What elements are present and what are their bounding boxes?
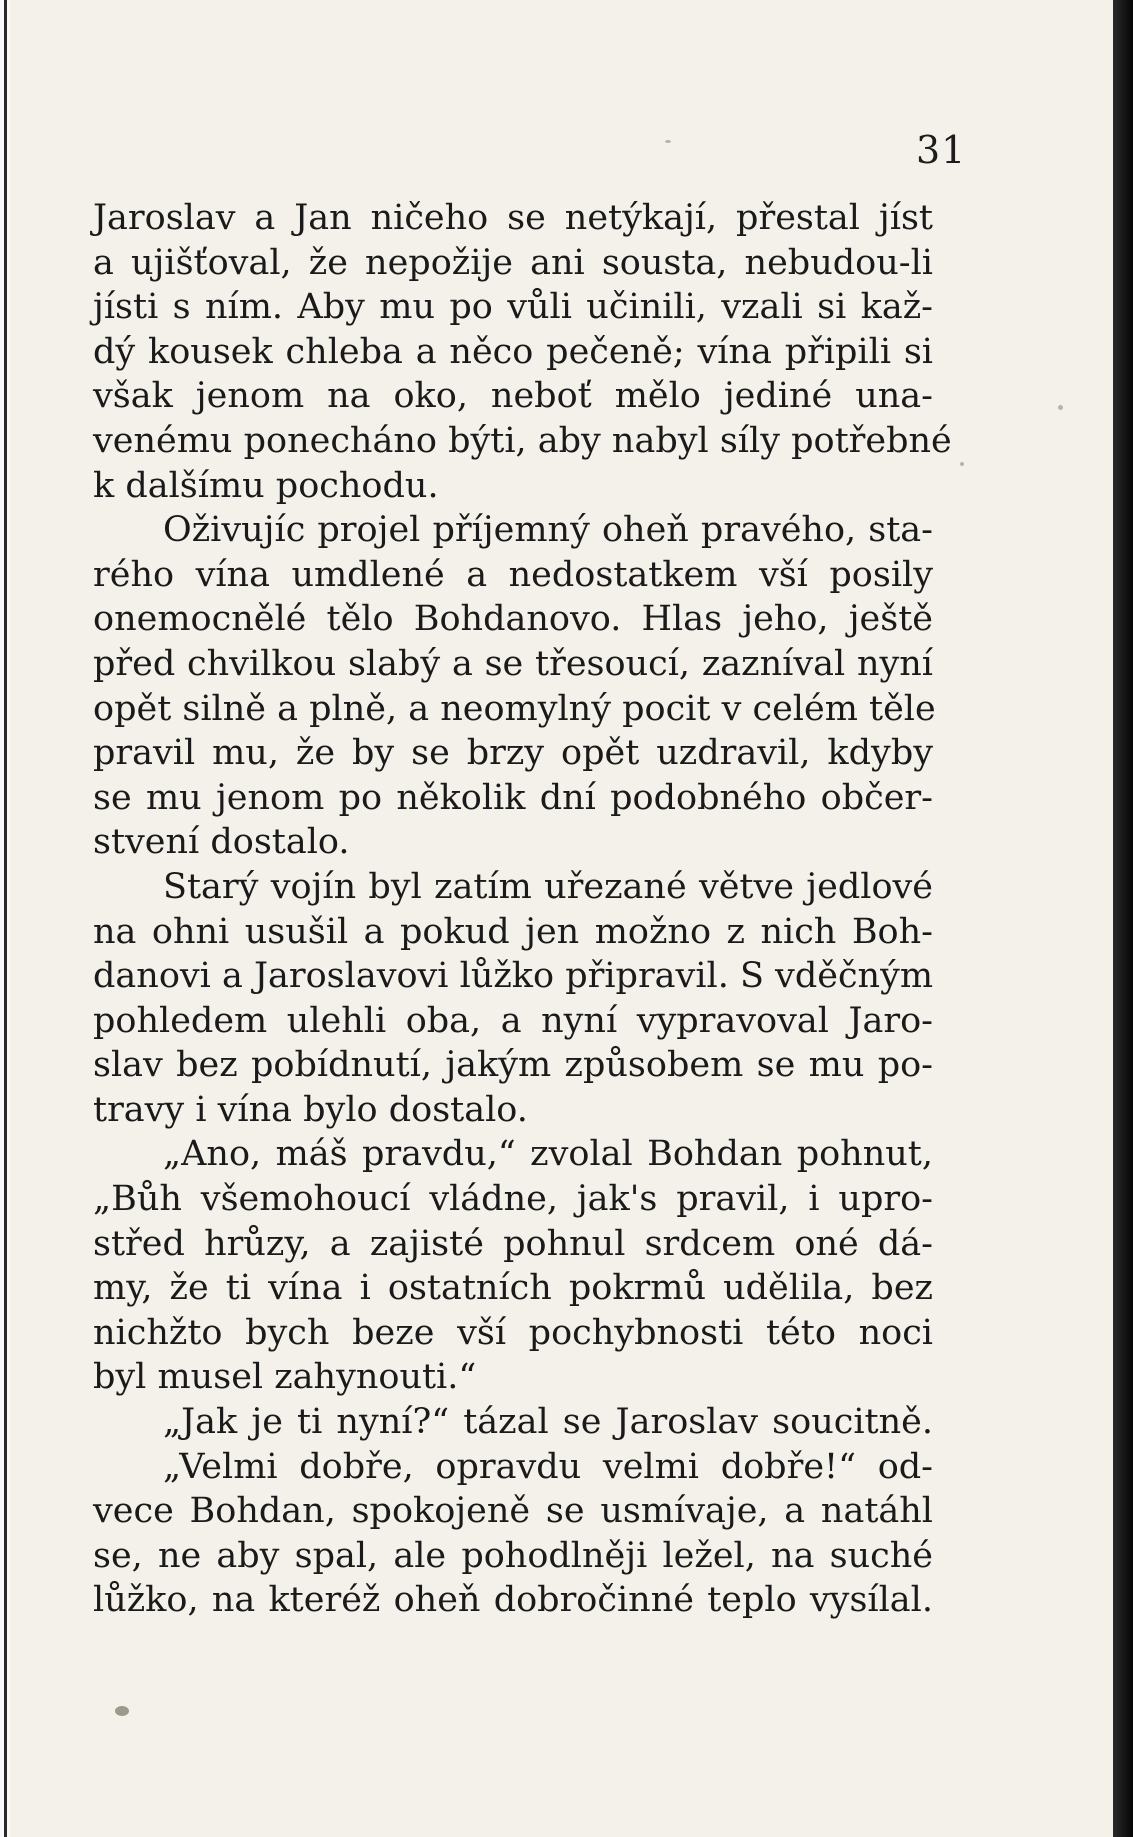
text-line: střed hrůzy, a zajisté pohnul srdcem oné dá- [93, 1223, 933, 1264]
paper-speck [1058, 405, 1063, 410]
text-line: na ohni usušil a pokud jen možno z nich Boh- [93, 911, 933, 952]
paper-speck [115, 1706, 129, 1716]
text-line: se mu jenom po několik dní podobného občer- [93, 777, 933, 818]
text-line: „Jak je ti nyní?“ tázal se Jaroslav soucitně. [163, 1402, 933, 1443]
text-line: opět silně a plně, a neomylný pocit v celém těle [93, 688, 936, 729]
text-line: pravil mu, že by se brzy opět uzdravil, kdyby [93, 733, 933, 774]
text-line: travy i vína bylo dostalo. [93, 1089, 528, 1130]
text-line: „Ano, máš pravdu,“ zvolal Bohdan pohnut, [163, 1134, 933, 1175]
paper-speck [665, 140, 671, 143]
text-line: lůžko, na kteréž oheň dobročinné teplo vysílal. [93, 1580, 933, 1621]
text-line: však jenom na oko, neboť mělo jediné una- [93, 376, 933, 417]
text-line: pohledem ulehli oba, a nyní vypravoval Jaro- [93, 1000, 933, 1041]
body-text [93, 196, 952, 1623]
text-line: jísti s ním. Aby mu po vůli učinili, vzali si kaž- [93, 287, 933, 328]
text-line: my, že ti vína i ostatních pokrmů udělila, bez [93, 1268, 933, 1309]
text-line: danovi a Jaroslavovi lůžko připravil. S vděčným [93, 956, 934, 997]
text-line: Jaroslav a Jan ničeho se netýkají, přestal jíst [93, 198, 933, 238]
text-line: a ujišťoval, že nepožije ani sousta, nebudou-li [93, 242, 933, 283]
text-line: dý kousek chleba a něco pečeně; vína připili si [93, 331, 933, 372]
text-line: stvení dostalo. [93, 822, 350, 863]
text-line: byl musel zahynouti.“ [93, 1357, 477, 1398]
text-line: se, ne aby spal, ale pohodlněji ležel, na suché [93, 1535, 933, 1576]
text-line: rého vína umdlené a nedostatkem vší posily [93, 554, 933, 595]
text-line: onemocnělé tělo Bohdanovo. Hlas jeho, ještě [93, 599, 933, 640]
text-line: Oživujíc projel příjemný oheň pravého, sta- [163, 510, 933, 551]
book-page [10, 0, 1113, 1837]
page-number: 31 [916, 128, 967, 172]
page-right-edge [1113, 0, 1133, 1837]
text-line: před chvilkou slabý a se třesoucí, zazníval nyní [93, 643, 933, 684]
text-line: nichžto bych beze vší pochybnosti této noci [93, 1312, 933, 1353]
paper-speck [960, 462, 964, 466]
text-line: slav bez pobídnutí, jakým způsobem se mu po- [93, 1045, 933, 1086]
text-line: venému ponecháno býti, aby nabyl síly potřebné [93, 420, 952, 461]
text-line: Starý vojín byl zatím uřezané větve jedlové [163, 866, 933, 907]
text-line: vece Bohdan, spokojeně se usmívaje, a natáhl [93, 1491, 933, 1532]
text-line: „Velmi dobře, opravdu velmi dobře!“ od- [163, 1446, 933, 1487]
text-line: „Bůh všemohoucí vládne, jak's pravil, i upro- [93, 1179, 933, 1220]
page-left-edge [0, 0, 10, 1837]
text-line: k dalšímu pochodu. [93, 465, 439, 506]
